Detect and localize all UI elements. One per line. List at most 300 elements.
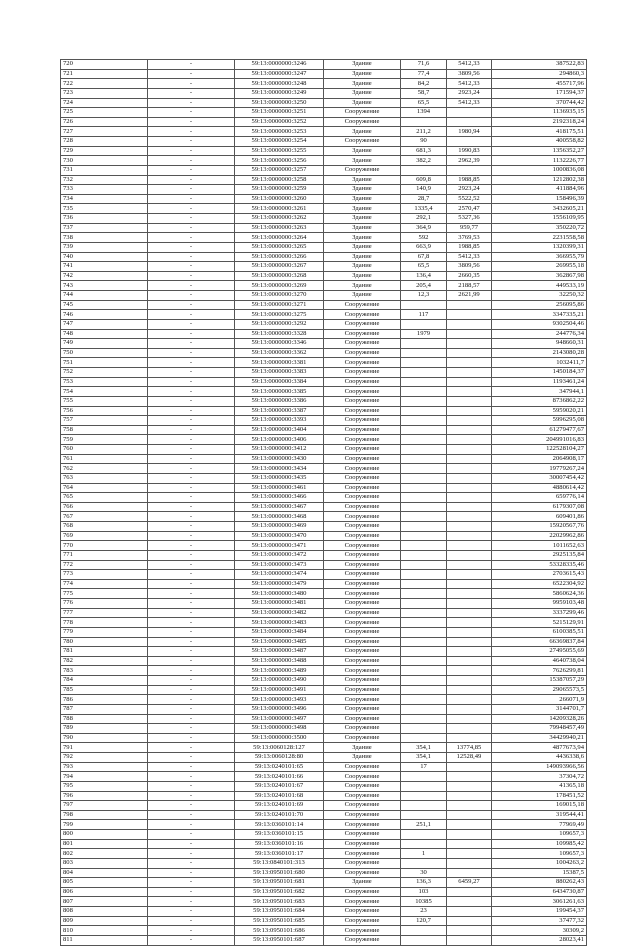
cadastral-number-cell: 59:13:0000000:3251	[235, 108, 324, 118]
object-type-cell: Сооружение	[324, 358, 401, 368]
rate-cell	[447, 300, 492, 310]
area-cell	[401, 781, 447, 791]
object-type-cell: Сооружение	[324, 425, 401, 435]
cost-cell: 171594,37	[492, 88, 587, 98]
table-row	[61, 281, 587, 291]
cost-cell: 15387057,29	[492, 676, 587, 686]
table-row	[61, 165, 587, 175]
object-type-cell: Здание	[324, 252, 401, 262]
rate-cell: 5327,36	[447, 214, 492, 224]
cost-cell: 169015,18	[492, 801, 587, 811]
area-cell: 65,5	[401, 98, 447, 108]
row-number-cell: 805	[61, 878, 148, 888]
area-cell: 354,1	[401, 753, 447, 763]
rate-cell	[447, 887, 492, 897]
rate-cell: 3809,56	[447, 69, 492, 79]
object-type-cell: Сооружение	[324, 781, 401, 791]
mark-cell: -	[148, 493, 235, 503]
table-row	[61, 878, 587, 888]
rate-cell	[447, 368, 492, 378]
rate-cell	[447, 473, 492, 483]
row-number-cell: 731	[61, 165, 148, 175]
row-number-cell: 804	[61, 868, 148, 878]
cadastral-number-cell: 59:13:0000000:3262	[235, 214, 324, 224]
cost-cell: 19779267,24	[492, 464, 587, 474]
row-number-cell: 776	[61, 599, 148, 609]
cost-cell: 2143080,28	[492, 348, 587, 358]
cost-cell: 61279477,67	[492, 425, 587, 435]
area-cell	[401, 599, 447, 609]
table-row	[61, 262, 587, 272]
cost-cell: 79948457,49	[492, 724, 587, 734]
row-number-cell: 772	[61, 560, 148, 570]
row-number-cell: 730	[61, 156, 148, 166]
row-number-cell: 759	[61, 435, 148, 445]
cost-cell: 1556109,95	[492, 214, 587, 224]
object-type-cell: Сооружение	[324, 435, 401, 445]
cadastral-number-cell: 59:13:0000000:3482	[235, 608, 324, 618]
table-row	[61, 830, 587, 840]
row-number-cell: 738	[61, 233, 148, 243]
cadastral-number-cell: 59:13:0060128:127	[235, 743, 324, 753]
mark-cell: -	[148, 291, 235, 301]
mark-cell: -	[148, 271, 235, 281]
cadastral-number-cell: 59:13:0000000:3497	[235, 714, 324, 724]
rate-cell	[447, 849, 492, 859]
table-row	[61, 560, 587, 570]
object-type-cell: Сооружение	[324, 801, 401, 811]
mark-cell: -	[148, 281, 235, 291]
object-type-cell: Сооружение	[324, 762, 401, 772]
cadastral-number-cell: 59:13:0000000:3470	[235, 531, 324, 541]
cadastral-number-cell: 59:13:0000000:3269	[235, 281, 324, 291]
row-number-cell: 775	[61, 589, 148, 599]
mark-cell: -	[148, 223, 235, 233]
cost-cell: 149093966,56	[492, 762, 587, 772]
cadastral-number-cell: 59:13:0000000:3473	[235, 560, 324, 570]
cost-cell: 1320399,31	[492, 242, 587, 252]
mark-cell: -	[148, 454, 235, 464]
cadastral-number-cell: 59:13:0950101:685	[235, 916, 324, 926]
area-cell	[401, 416, 447, 426]
object-type-cell: Сооружение	[324, 512, 401, 522]
table-row	[61, 627, 587, 637]
object-type-cell: Сооружение	[324, 531, 401, 541]
row-number-cell: 746	[61, 310, 148, 320]
row-number-cell: 781	[61, 647, 148, 657]
cost-cell: 109985,42	[492, 839, 587, 849]
object-type-cell: Здание	[324, 79, 401, 89]
rate-cell	[447, 396, 492, 406]
rate-cell	[447, 907, 492, 917]
area-cell: 103	[401, 887, 447, 897]
cost-cell: 4436338,6	[492, 753, 587, 763]
rate-cell	[447, 502, 492, 512]
table-row	[61, 464, 587, 474]
table-row	[61, 435, 587, 445]
mark-cell: -	[148, 483, 235, 493]
cost-cell: 1136935,15	[492, 108, 587, 118]
cadastral-number-cell: 59:13:0000000:3471	[235, 541, 324, 551]
cadastral-number-cell: 59:13:0000000:3250	[235, 98, 324, 108]
table-row	[61, 599, 587, 609]
rate-cell	[447, 454, 492, 464]
table-row	[61, 396, 587, 406]
rate-cell	[447, 406, 492, 416]
table-row	[61, 926, 587, 936]
mark-cell: -	[148, 753, 235, 763]
rate-cell: 1988,85	[447, 242, 492, 252]
cost-cell: 294860,3	[492, 69, 587, 79]
cadastral-number-cell: 59:13:0240101:66	[235, 772, 324, 782]
cadastral-number-cell: 59:13:0000000:3491	[235, 685, 324, 695]
mark-cell: -	[148, 647, 235, 657]
table-row	[61, 820, 587, 830]
cost-cell: 3337299,46	[492, 608, 587, 618]
mark-cell: -	[148, 252, 235, 262]
cost-cell: 449533,19	[492, 281, 587, 291]
cost-cell: 178451,52	[492, 791, 587, 801]
area-cell	[401, 454, 447, 464]
object-type-cell: Сооружение	[324, 493, 401, 503]
table-row	[61, 88, 587, 98]
rate-cell	[447, 541, 492, 551]
object-type-cell: Здание	[324, 127, 401, 137]
mark-cell: -	[148, 98, 235, 108]
area-cell	[401, 801, 447, 811]
object-type-cell: Сооружение	[324, 377, 401, 387]
mark-cell: -	[148, 339, 235, 349]
cadastral-number-cell: 59:13:0000000:3480	[235, 589, 324, 599]
row-number-cell: 764	[61, 483, 148, 493]
rate-cell	[447, 108, 492, 118]
cost-cell: 1011652,63	[492, 541, 587, 551]
rate-cell	[447, 358, 492, 368]
table-row	[61, 445, 587, 455]
cost-cell: 1356352,27	[492, 146, 587, 156]
area-cell	[401, 714, 447, 724]
table-row	[61, 242, 587, 252]
table-row	[61, 98, 587, 108]
rate-cell	[447, 512, 492, 522]
cost-cell: 204991016,83	[492, 435, 587, 445]
row-number-cell: 733	[61, 185, 148, 195]
object-type-cell: Сооружение	[324, 387, 401, 397]
cadastral-number-cell: 59:13:0000000:3271	[235, 300, 324, 310]
area-cell: 609,8	[401, 175, 447, 185]
mark-cell: -	[148, 445, 235, 455]
row-number-cell: 750	[61, 348, 148, 358]
mark-cell: -	[148, 666, 235, 676]
table-row	[61, 858, 587, 868]
cadastral-number-cell: 59:13:0240101:68	[235, 791, 324, 801]
mark-cell: -	[148, 762, 235, 772]
rate-cell: 5412,33	[447, 252, 492, 262]
cost-cell: 659776,14	[492, 493, 587, 503]
area-cell: 12,3	[401, 291, 447, 301]
table-row	[61, 762, 587, 772]
rate-cell	[447, 724, 492, 734]
area-cell: 136,4	[401, 271, 447, 281]
table-row	[61, 483, 587, 493]
area-cell: 681,3	[401, 146, 447, 156]
table-row	[61, 743, 587, 753]
cadastral-number-cell: 59:13:0000000:3257	[235, 165, 324, 175]
rate-cell: 2570,47	[447, 204, 492, 214]
row-number-cell: 806	[61, 887, 148, 897]
table-row	[61, 666, 587, 676]
table-row	[61, 425, 587, 435]
rate-cell	[447, 801, 492, 811]
area-cell: 90	[401, 137, 447, 147]
table-row	[61, 907, 587, 917]
mark-cell: -	[148, 242, 235, 252]
cadastral-number-cell: 59:13:0000000:3266	[235, 252, 324, 262]
row-number-cell: 739	[61, 242, 148, 252]
object-type-cell: Сооружение	[324, 830, 401, 840]
object-type-cell: Сооружение	[324, 868, 401, 878]
table-row	[61, 108, 587, 118]
rate-cell: 5522,52	[447, 194, 492, 204]
cadastral-number-cell: 59:13:0000000:3346	[235, 339, 324, 349]
row-number-cell: 790	[61, 733, 148, 743]
mark-cell: -	[148, 897, 235, 907]
object-type-cell: Сооружение	[324, 666, 401, 676]
mark-cell: -	[148, 926, 235, 936]
rate-cell	[447, 137, 492, 147]
mark-cell: -	[148, 108, 235, 118]
cadastral-number-cell: 59:13:0000000:3362	[235, 348, 324, 358]
table-row	[61, 618, 587, 628]
row-number-cell: 792	[61, 753, 148, 763]
area-cell	[401, 618, 447, 628]
cadastral-number-cell: 59:13:0950101:683	[235, 897, 324, 907]
row-number-cell: 793	[61, 762, 148, 772]
rate-cell	[447, 839, 492, 849]
area-cell	[401, 425, 447, 435]
row-number-cell: 722	[61, 79, 148, 89]
area-cell: 17	[401, 762, 447, 772]
cadastral-number-cell: 59:13:0000000:3474	[235, 570, 324, 580]
object-type-cell: Сооружение	[324, 473, 401, 483]
rate-cell	[447, 781, 492, 791]
row-number-cell: 751	[61, 358, 148, 368]
mark-cell: -	[148, 656, 235, 666]
rate-cell	[447, 416, 492, 426]
rate-cell	[447, 464, 492, 474]
row-number-cell: 777	[61, 608, 148, 618]
cadastral-number-cell: 59:13:0000000:3393	[235, 416, 324, 426]
table-row	[61, 579, 587, 589]
row-number-cell: 727	[61, 127, 148, 137]
rate-cell	[447, 425, 492, 435]
cost-cell: 5996295,08	[492, 416, 587, 426]
object-type-cell: Сооружение	[324, 618, 401, 628]
cadastral-number-cell: 59:13:0060128:80	[235, 753, 324, 763]
object-type-cell: Здание	[324, 743, 401, 753]
table-row	[61, 271, 587, 281]
object-type-cell: Здание	[324, 146, 401, 156]
mark-cell: -	[148, 165, 235, 175]
table-row	[61, 310, 587, 320]
cadastral-number-cell: 59:13:0000000:3267	[235, 262, 324, 272]
cost-cell: 6179307,08	[492, 502, 587, 512]
rate-cell	[447, 589, 492, 599]
cost-cell: 609401,86	[492, 512, 587, 522]
area-cell	[401, 579, 447, 589]
object-type-cell: Сооружение	[324, 319, 401, 329]
area-cell	[401, 858, 447, 868]
object-type-cell: Сооружение	[324, 820, 401, 830]
cadastral-number-cell: 59:13:0950101:684	[235, 907, 324, 917]
row-number-cell: 728	[61, 137, 148, 147]
mark-cell: -	[148, 935, 235, 945]
object-type-cell: Сооружение	[324, 647, 401, 657]
rate-cell	[447, 483, 492, 493]
rate-cell	[447, 935, 492, 945]
area-cell	[401, 685, 447, 695]
row-number-cell: 761	[61, 454, 148, 464]
rate-cell	[447, 676, 492, 686]
object-type-cell: Сооружение	[324, 637, 401, 647]
row-number-cell: 810	[61, 926, 148, 936]
cadastral-number-cell: 59:13:0000000:3481	[235, 599, 324, 609]
table-body	[61, 60, 587, 946]
table-row	[61, 194, 587, 204]
area-cell: 382,2	[401, 156, 447, 166]
rate-cell	[447, 714, 492, 724]
mark-cell: -	[148, 599, 235, 609]
mark-cell: -	[148, 175, 235, 185]
object-type-cell: Здание	[324, 753, 401, 763]
rate-cell: 3769,53	[447, 233, 492, 243]
cost-cell: 9302504,46	[492, 319, 587, 329]
rate-cell: 959,77	[447, 223, 492, 233]
object-type-cell: Здание	[324, 204, 401, 214]
table-row	[61, 512, 587, 522]
area-cell	[401, 377, 447, 387]
cost-cell: 948660,31	[492, 339, 587, 349]
mark-cell: -	[148, 377, 235, 387]
area-cell	[401, 724, 447, 734]
rate-cell: 12528,49	[447, 753, 492, 763]
row-number-cell: 744	[61, 291, 148, 301]
rate-cell	[447, 117, 492, 127]
cadastral-number-cell: 59:13:0000000:3265	[235, 242, 324, 252]
mark-cell: -	[148, 88, 235, 98]
cadastral-number-cell: 59:13:0000000:3479	[235, 579, 324, 589]
table-row	[61, 137, 587, 147]
cost-cell: 53328335,46	[492, 560, 587, 570]
table-row	[61, 589, 587, 599]
rate-cell: 5412,33	[447, 79, 492, 89]
object-type-cell: Здание	[324, 281, 401, 291]
cost-cell: 6522304,92	[492, 579, 587, 589]
cost-cell: 256095,86	[492, 300, 587, 310]
cadastral-number-cell: 59:13:0360101:15	[235, 830, 324, 840]
mark-cell: -	[148, 512, 235, 522]
object-type-cell: Сооружение	[324, 579, 401, 589]
object-type-cell: Сооружение	[324, 724, 401, 734]
area-cell: 211,2	[401, 127, 447, 137]
area-cell	[401, 300, 447, 310]
table-row	[61, 781, 587, 791]
mark-cell: -	[148, 714, 235, 724]
row-number-cell: 742	[61, 271, 148, 281]
area-cell	[401, 647, 447, 657]
mark-cell: -	[148, 319, 235, 329]
cadastral-number-cell: 59:13:0000000:3275	[235, 310, 324, 320]
object-type-cell: Сооружение	[324, 137, 401, 147]
area-cell	[401, 733, 447, 743]
object-type-cell: Сооружение	[324, 916, 401, 926]
cost-cell: 366955,79	[492, 252, 587, 262]
area-cell	[401, 358, 447, 368]
object-type-cell: Сооружение	[324, 810, 401, 820]
mark-cell: -	[148, 348, 235, 358]
cadastral-number-cell: 59:13:0000000:3264	[235, 233, 324, 243]
mark-cell: -	[148, 127, 235, 137]
object-type-cell: Сооружение	[324, 849, 401, 859]
row-number-cell: 808	[61, 907, 148, 917]
rate-cell	[447, 695, 492, 705]
mark-cell: -	[148, 137, 235, 147]
rate-cell	[447, 762, 492, 772]
row-number-cell: 770	[61, 541, 148, 551]
row-number-cell: 787	[61, 704, 148, 714]
area-cell: 1335,4	[401, 204, 447, 214]
cadastral-number-cell: 59:13:0840101:313	[235, 858, 324, 868]
rate-cell	[447, 570, 492, 580]
row-number-cell: 778	[61, 618, 148, 628]
area-cell: 292,1	[401, 214, 447, 224]
rate-cell: 3809,56	[447, 262, 492, 272]
rate-cell: 2923,24	[447, 88, 492, 98]
area-cell: 354,1	[401, 743, 447, 753]
cadastral-number-cell: 59:13:0950101:682	[235, 887, 324, 897]
object-type-cell: Здание	[324, 214, 401, 224]
area-cell: 251,1	[401, 820, 447, 830]
object-type-cell: Сооружение	[324, 406, 401, 416]
object-type-cell: Здание	[324, 69, 401, 79]
cadastral-number-cell: 59:13:0950101:686	[235, 926, 324, 936]
rate-cell	[447, 599, 492, 609]
cadastral-number-cell: 59:13:0000000:3260	[235, 194, 324, 204]
area-cell	[401, 676, 447, 686]
rate-cell	[447, 820, 492, 830]
area-cell	[401, 608, 447, 618]
cadastral-number-cell: 59:13:0000000:3259	[235, 185, 324, 195]
table-row	[61, 117, 587, 127]
object-type-cell: Сооружение	[324, 685, 401, 695]
rate-cell: 2923,24	[447, 185, 492, 195]
mark-cell: -	[148, 541, 235, 551]
row-number-cell: 800	[61, 830, 148, 840]
cost-cell: 2064908,17	[492, 454, 587, 464]
area-cell	[401, 531, 447, 541]
cost-cell: 34429940,21	[492, 733, 587, 743]
rate-cell	[447, 435, 492, 445]
object-type-cell: Сооружение	[324, 570, 401, 580]
row-number-cell: 782	[61, 656, 148, 666]
object-type-cell: Здание	[324, 223, 401, 233]
mark-cell: -	[148, 387, 235, 397]
table-row	[61, 493, 587, 503]
row-number-cell: 785	[61, 685, 148, 695]
mark-cell: -	[148, 801, 235, 811]
row-number-cell: 732	[61, 175, 148, 185]
table-row	[61, 810, 587, 820]
